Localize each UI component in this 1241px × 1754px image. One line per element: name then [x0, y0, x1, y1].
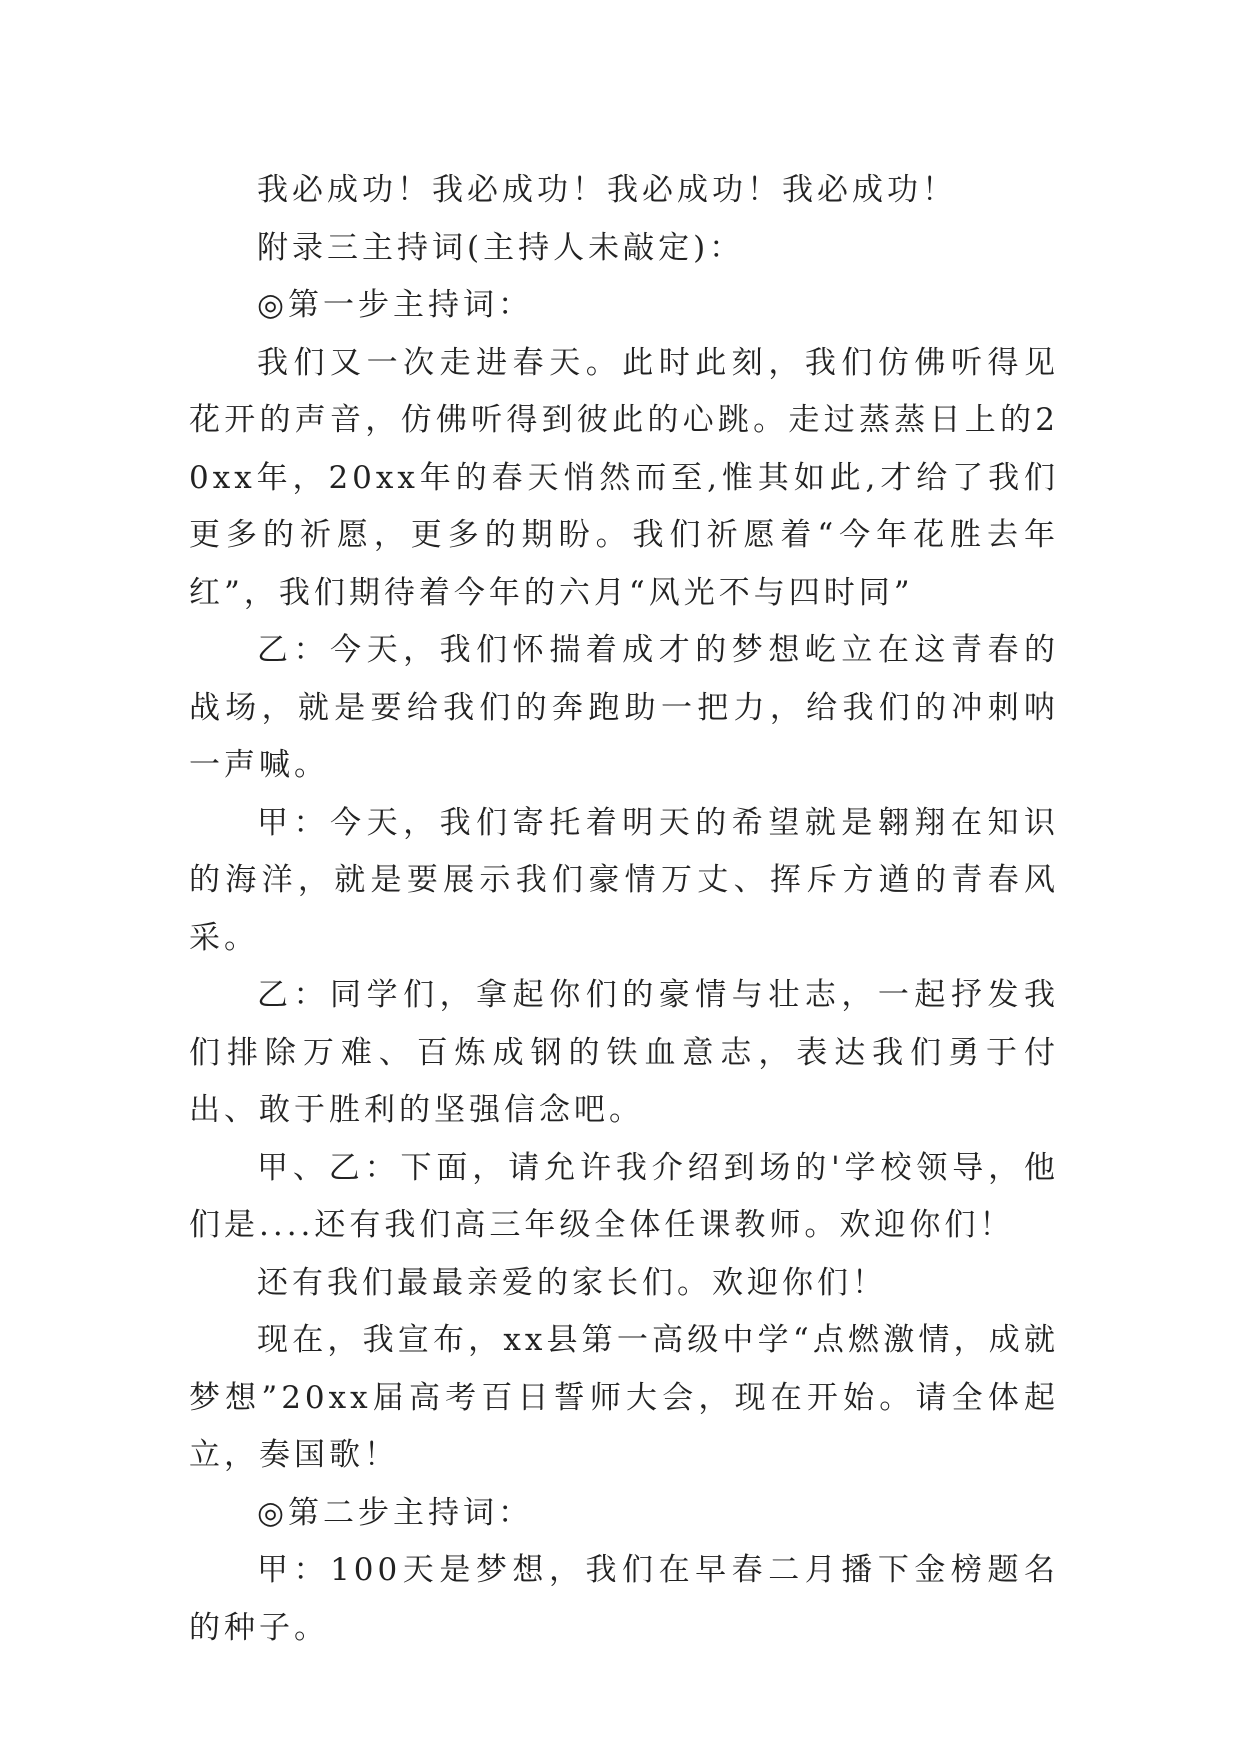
- paragraph: 甲、乙：下面，请允许我介绍到场的'学校领导，他们是....还有我们高三年级全体任课教师。欢迎你们！: [189, 1149, 1059, 1243]
- paragraph: 我们又一次走进春天。此时此刻，我们仿佛听得见花开的声音，仿佛听得到彼此的心跳。走过蒸蒸日上的20xx年，20xx年的春天悄然而至,惟其如此,才给了我们更多的祈愿，更多的期盼。我们祈愿着“今年花胜去年红”，我们期待着今年的六月“风光不与四时同”: [189, 344, 1059, 611]
- section-heading: ◎第二步主持词：: [257, 1494, 534, 1531]
- paragraph: 还有我们最最亲爱的家长们。欢迎你们！: [257, 1264, 887, 1301]
- paragraph: 甲：今天，我们寄托着明天的希望就是翱翔在知识的海洋，就是要展示我们豪情万丈、挥斥方遒的青春风采。: [189, 804, 1059, 956]
- paragraph: 我必成功！我必成功！我必成功！我必成功！: [257, 172, 957, 208]
- paragraph: 甲：100天是梦想，我们在早春二月播下金榜题名的种子。: [189, 1552, 1059, 1646]
- paragraph: 附录三主持词(主持人未敲定)：: [257, 229, 745, 266]
- document-body: [189, 162, 1059, 1657]
- paragraph: 现在，我宣布，xx县第一高级中学“点燃激情，成就梦想”20xx届高考百日誓师大会，现在开始。请全体起立，奏国歌！: [189, 1322, 1059, 1473]
- section-heading: ◎第一步主持词：: [257, 287, 534, 323]
- paragraph: 乙：同学们，拿起你们的豪情与壮志，一起抒发我们排除万难、百炼成钢的铁血意志，表达我们勇于付出、敢于胜利的坚强信念吧。: [189, 977, 1059, 1128]
- paragraph: 乙：今天，我们怀揣着成才的梦想屹立在这青春的战场，就是要给我们的奔跑助一把力，给我们的冲刺呐一声喊。: [189, 632, 1059, 783]
